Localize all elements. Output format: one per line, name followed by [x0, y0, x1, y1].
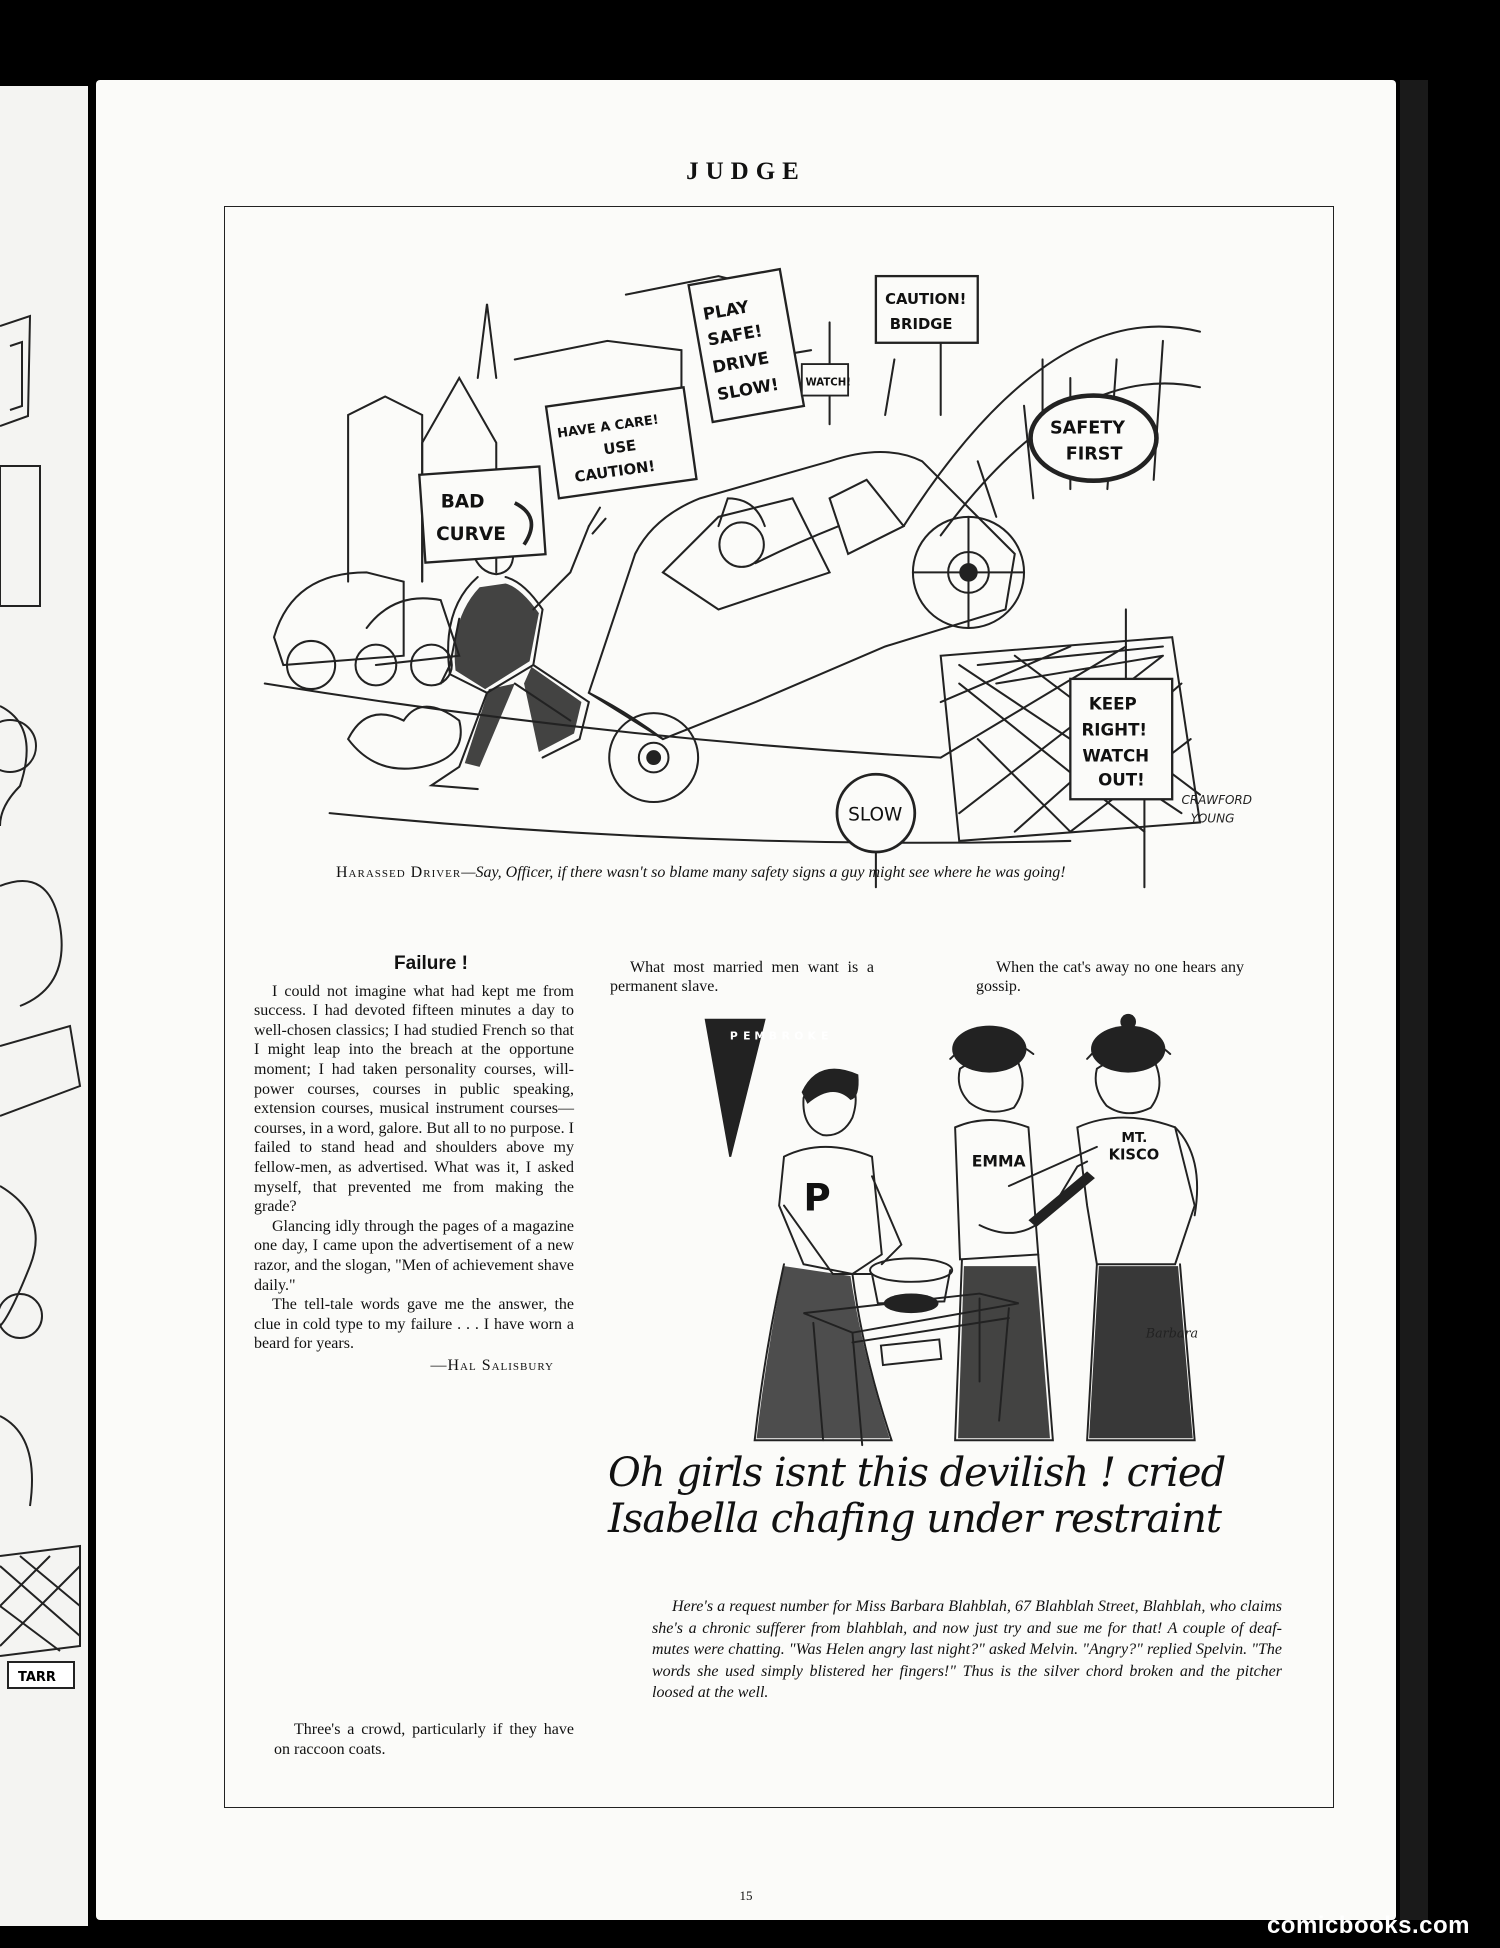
sweater-mt: MT.	[1121, 1130, 1148, 1146]
previous-page-edge	[0, 86, 88, 1926]
sign-caution-line1: CAUTION!	[885, 290, 967, 308]
article-failure	[254, 954, 574, 1375]
college-girls-cartoon	[640, 1010, 1280, 1450]
caption-speaker: Harassed Driver	[336, 864, 462, 881]
masthead: JUDGE	[686, 158, 806, 185]
cartoon1-signature-line1: CRAWFORD	[1181, 792, 1253, 807]
cartoon1-signature-line2: YOUNG	[1190, 811, 1235, 826]
cartoon2-script-caption	[608, 1450, 1308, 1542]
previous-page-illustration	[0, 86, 88, 1926]
watermark: comicbooks.com	[1266, 1912, 1470, 1939]
sign-safety-line2: FIRST	[1065, 444, 1123, 465]
cartoon1-caption	[336, 862, 1196, 884]
sign-play-safe-line1: PLAY	[701, 297, 751, 325]
sign-play-safe-line4: SLOW!	[715, 374, 781, 405]
pennant-text	[727, 1029, 831, 1042]
sign-play-safe-line2: SAFE!	[706, 321, 764, 350]
page-number: 15	[739, 1888, 753, 1903]
sign-have-a-care-line2: USE	[602, 437, 638, 459]
script-line-2: Isabella chafing under restraint	[608, 1496, 1221, 1542]
sweater-emma: EMMA	[971, 1151, 1026, 1171]
sign-keep-right-line4: OUT!	[1098, 770, 1145, 790]
caption-text: —Say, Officer, if there wasn't so blame many safety signs a guy might see where he was going!	[461, 864, 1066, 881]
sign-slow: SLOW	[848, 804, 903, 826]
sweater-kisco: KISCO	[1108, 1146, 1160, 1164]
page-edge-strip	[1400, 80, 1428, 1920]
traffic-cartoon	[237, 220, 1253, 860]
article-paragraph-2: Glancing idly through the pages of a magazine one day, I came upon the advertisement of a new razor, and the slogan, "Men of achievement shave daily."	[254, 1217, 574, 1294]
sign-bad-curve-line1: BAD	[440, 491, 485, 513]
article-byline: —Hal Salisbury	[430, 1356, 554, 1374]
sign-keep-right-line1: KEEP	[1088, 694, 1137, 714]
sign-caution-line2: BRIDGE	[889, 315, 953, 333]
sign-bad-curve-line2: CURVE	[436, 524, 506, 545]
sign-have-a-care-line1: HAVE A CARE!	[556, 412, 660, 442]
sign-safety-line1: SAFETY	[1049, 418, 1125, 439]
sign-keep-right-line3: WATCH	[1082, 746, 1150, 766]
script-line-1: Oh girls isnt this devilish ! cried	[608, 1450, 1226, 1496]
sign-have-a-care-line3: CAUTION!	[573, 457, 657, 486]
quip-raccoon-coats: Three's a crowd, particularly if they have on raccoon coats.	[274, 1721, 574, 1758]
sign-watch: WATCH!	[805, 377, 851, 389]
quip-married-men: What most married men want is a permanent slave.	[610, 959, 874, 995]
article-title: Failure !	[394, 953, 468, 974]
sign-play-safe-line3: DRIVE	[710, 348, 771, 377]
cartoon2-signature: Barbara	[1145, 1325, 1199, 1341]
article-paragraph-3: The tell-tale words gave me the answer, the clue in cold type to my failure . . . I have worn a beard for years.	[254, 1296, 574, 1353]
article-paragraph-1: I could not imagine what had kept me from success. I had devoted fifteen minutes a day to well-chosen classics; I had studied French so that I might leap into the breach at the opportune moment; I had taken personality courses, will-power courses, courses in public speaking, extension courses, musical instrument courses—courses, in a word, galore. But all to no purpose. I failed to stand head and shoulders above my fellow-men, as advertised. What was it, I asked myself, that prevented me from making the grade?	[254, 982, 574, 1216]
sign-keep-right-line2: RIGHT!	[1081, 720, 1148, 740]
quip-cats-away: When the cat's away no one hears any gossip.	[976, 959, 1244, 995]
previous-page-signature: TARR	[18, 1670, 56, 1685]
cartoon2-caption: Here's a request number for Miss Barbara Blahblah, 67 Blahblah Street, Blahblah, who claims she's a chronic sufferer from blahblah, and now just try and sue me for that! A couple of deaf-mutes were chatting. "Was Helen angry last night?" asked Melvin. "Angry?" replied Spelvin. "The words she used simply blistered her fingers!" Thus is the silver chord broken and the pitcher loosed at the well.	[652, 1598, 1282, 1701]
sweater-letter-p: P	[803, 1176, 831, 1220]
pennant-label: PEMBROKE	[727, 1029, 832, 1043]
